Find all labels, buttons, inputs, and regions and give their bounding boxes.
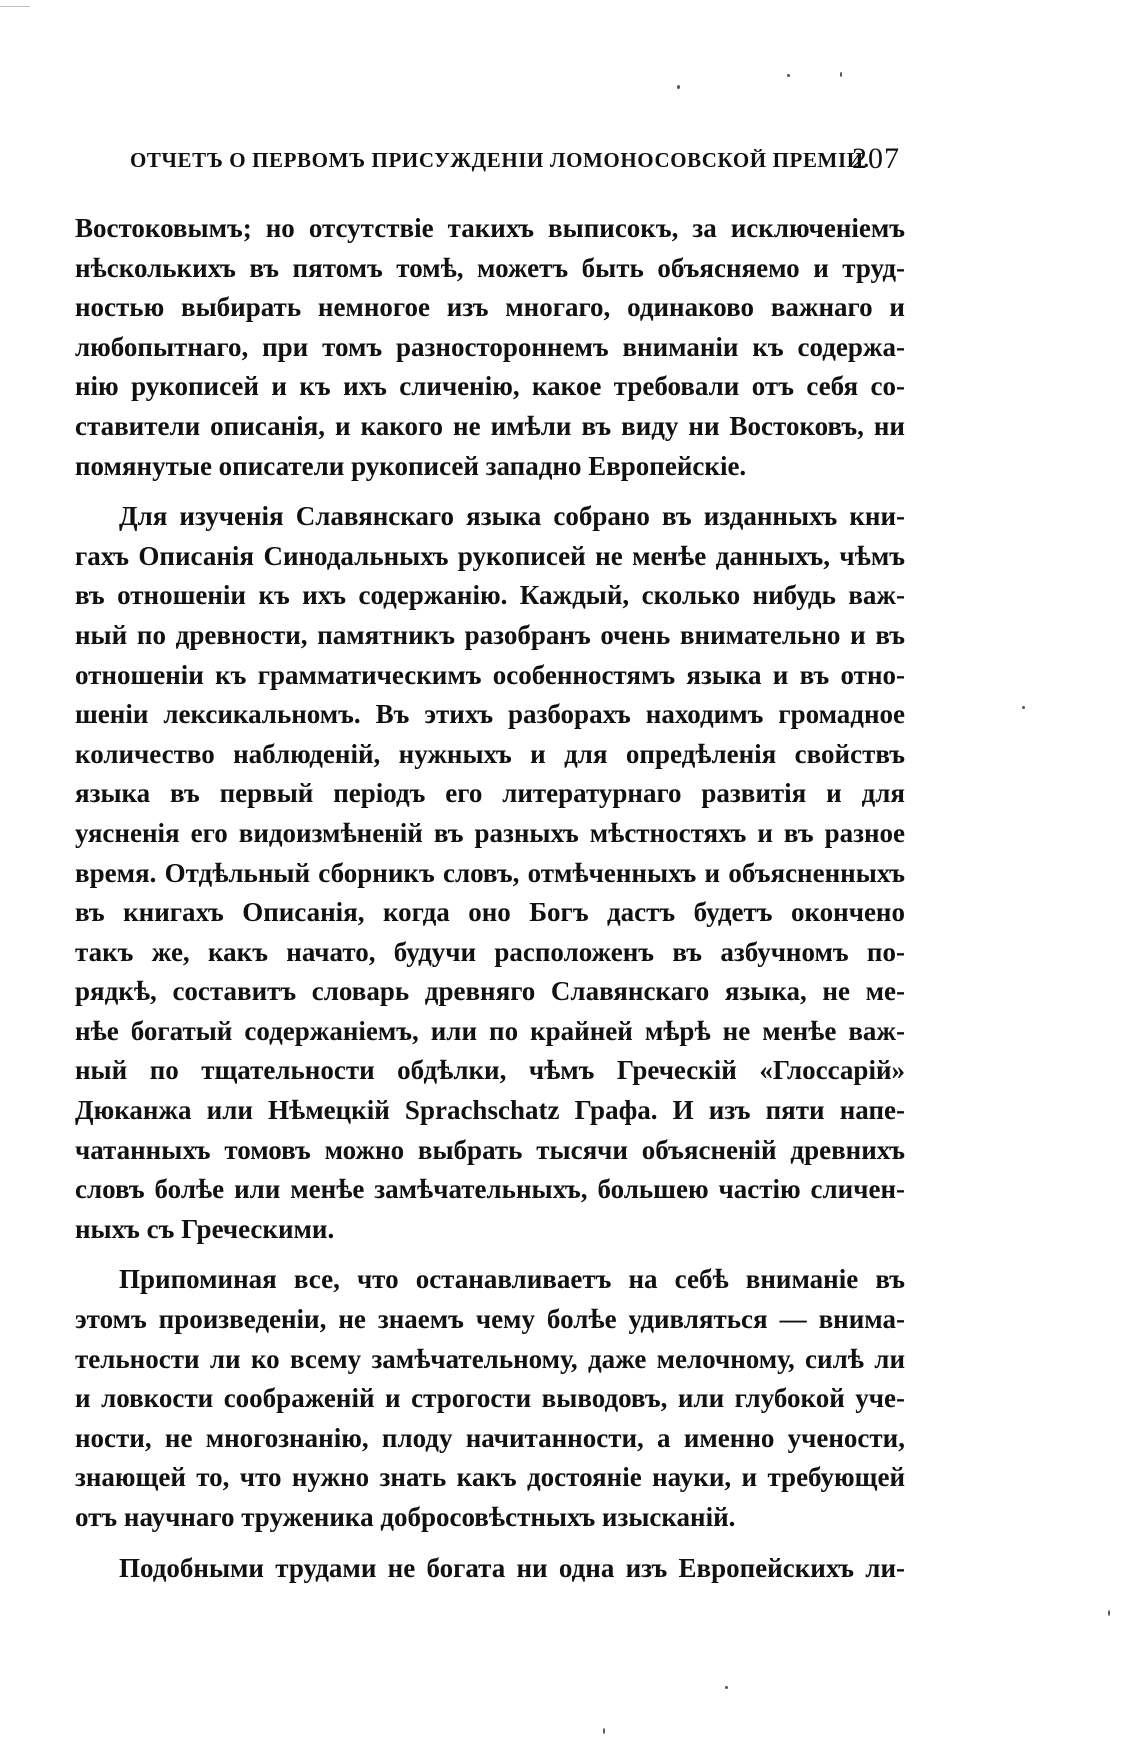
text-line: количество наблюденiй, нужныхъ и для опредѣленiя свойствъ bbox=[75, 738, 905, 769]
text-line: ный по тщательности обдѣлки, чѣмъ Греческiй «Глоссарiй» bbox=[75, 1055, 905, 1086]
text-line: такъ же, какъ начато, будучи расположенъ въ азбучномъ по- bbox=[75, 936, 905, 967]
text-line: Для изученiя Славянскаго языка собрано въ изданныхъ кни- bbox=[119, 501, 905, 532]
text-line: этомъ произведенiи, не знаемъ чему болѣе удивляться — внима- bbox=[75, 1304, 905, 1335]
text-line: Дюканжа или Нѣмецкiй Sprachschatz Графа. И изъ пяти напе- bbox=[75, 1095, 905, 1126]
text-line: нѣсколькихъ въ пятомъ томѣ, можетъ быть объясняемо и труд- bbox=[75, 252, 905, 283]
text-line: Востоковымъ; но отсутствiе такихъ выписокъ, за исключенiемъ bbox=[75, 213, 905, 243]
text-line: уясненiя его видоизмѣненiй въ разныхъ мѣстностяхъ и въ разное bbox=[75, 817, 905, 848]
text-line: ный по древности, памятникъ разобранъ очень внимательно и въ bbox=[75, 619, 905, 650]
paragraph-3 bbox=[75, 1260, 905, 1537]
text-line: въ отношенiи къ ихъ содержанiю. Каждый, сколько нибудь важ- bbox=[75, 580, 905, 611]
text-line: ности, не многознанiю, плоду начитанности, а именно учености, bbox=[75, 1422, 905, 1453]
text-line: тельности ли ко всему замѣчательному, даже мелочному, силѣ ли bbox=[75, 1343, 905, 1374]
text-line: ставители описанiя, и какого не имѣли въ виду ни Востоковъ, ни bbox=[75, 410, 905, 441]
text-line: рядкѣ, составитъ словарь древняго Славянскаго языка, не ме- bbox=[75, 976, 905, 1007]
text-line: и ловкости соображенiй и строгости выводовъ, или глубокой уче- bbox=[75, 1383, 905, 1414]
text-line: нiю рукописей и къ ихъ сличенiю, какое требовали отъ себя со- bbox=[75, 371, 905, 402]
text-line: гахъ Описанiя Синодальныхъ рукописей не менѣе данныхъ, чѣмъ bbox=[75, 540, 905, 571]
text-line: языка въ первый перiодъ его литературнаго развитiя и для bbox=[75, 778, 905, 809]
scan-speck bbox=[1108, 1610, 1110, 1616]
running-head bbox=[130, 142, 900, 182]
text-line: помянутые описатели рукописей западно Европейскiе. bbox=[75, 450, 747, 481]
text-line: нѣе богатый содержанiемъ, или по крайней мѣрѣ не менѣе важ- bbox=[75, 1015, 905, 1046]
text-line: шенiи лексикальномъ. Въ этихъ разборахъ находимъ громадное bbox=[75, 699, 905, 730]
scan-speck bbox=[677, 85, 680, 89]
page-number: 207 bbox=[852, 142, 900, 175]
text-line: Припоминая все, что останавливаетъ на себѣ вниманiе въ bbox=[119, 1264, 905, 1295]
running-title: ОТЧЕТЪ О ПЕРВОМЪ ПРИСУЖДЕНIИ ЛОМОНОСОВСКОЙ ПРЕМIИ. bbox=[130, 148, 870, 172]
scan-speck bbox=[787, 74, 790, 77]
text-line: отношенiи къ грамматическимъ особенностямъ языка и въ отно- bbox=[75, 659, 905, 690]
text-line: Подобными трудами не богата ни одна изъ Европейскихъ ли- bbox=[119, 1552, 905, 1583]
scan-speck bbox=[1022, 706, 1025, 709]
paragraph-2 bbox=[75, 497, 905, 1249]
paragraph-1 bbox=[75, 209, 905, 486]
text-line: чатанныхъ томовъ можно выбрать тысячи объясненiй древнихъ bbox=[75, 1134, 905, 1165]
text-line: въ книгахъ Описанiя, когда оно Богъ дастъ будетъ окончено bbox=[75, 897, 905, 928]
scan-corner-mark bbox=[0, 6, 30, 7]
text-line: ныхъ съ Греческими. bbox=[75, 1213, 335, 1244]
text-line: время. Отдѣльный сборникъ словъ, отмѣченныхъ и объясненныхъ bbox=[75, 857, 905, 888]
text-line: отъ научнаго труженика добросовѣстныхъ изысканiй. bbox=[75, 1502, 736, 1532]
text-line: знающей то, что нужно знать какъ достоянiе науки, и требующей bbox=[75, 1462, 905, 1493]
text-line: словъ болѣе или менѣе замѣчательныхъ, большею частiю сличен- bbox=[75, 1174, 905, 1205]
text-line: ностью выбирать немногое изъ многаго, одинаково важнаго и bbox=[75, 292, 905, 323]
scan-speck bbox=[603, 1728, 605, 1734]
body-text bbox=[75, 209, 905, 1588]
text-line: любопытнаго, при томъ разностороннемъ вниманiи къ содержа- bbox=[75, 331, 905, 362]
paragraph-4 bbox=[75, 1549, 905, 1589]
scan-speck bbox=[840, 72, 842, 77]
scan-speck bbox=[725, 1686, 728, 1689]
